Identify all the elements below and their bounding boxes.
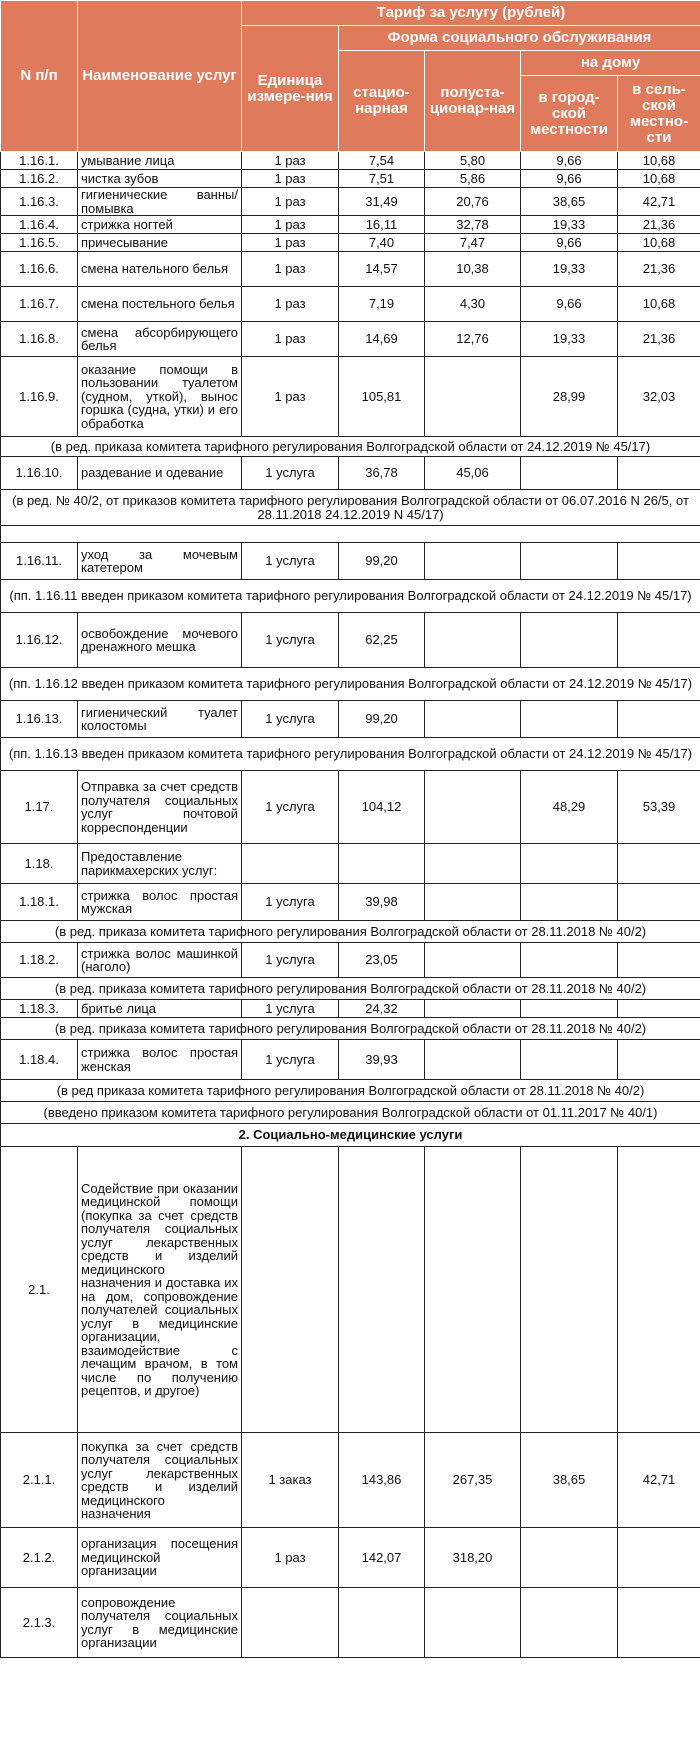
amendment-note-row [1, 490, 700, 526]
tariff-home-urban: 9,66 [521, 287, 618, 322]
tariff-stationary: 7,54 [339, 152, 425, 170]
service-name: бритье лица [78, 1000, 242, 1018]
col-header-urban: в город-ской местности [521, 76, 618, 152]
tariff-stationary: 23,05 [339, 943, 425, 978]
service-number: 2.1. [1, 1147, 78, 1433]
section-title: 2. Социально-медицинские услуги [1, 1124, 700, 1147]
tariff-home-rural [618, 943, 700, 978]
unit-of-measure: 1 услуга [242, 1000, 339, 1018]
tariff-semi-stationary [425, 1147, 521, 1433]
amendment-note-row [1, 526, 700, 543]
tariff-header: Тариф за услугу (рублей) [242, 1, 700, 26]
amendment-note-row [1, 1080, 700, 1102]
amendment-note [1, 526, 700, 543]
tariff-home-urban [521, 543, 618, 580]
tariff-home-urban: 38,65 [521, 1433, 618, 1528]
tariff-stationary: 36,78 [339, 457, 425, 490]
tariff-semi-stationary: 10,38 [425, 252, 521, 287]
tariff-semi-stationary: 5,80 [425, 152, 521, 170]
tariff-semi-stationary: 4,30 [425, 287, 521, 322]
table-row [1, 844, 700, 884]
tariff-home-rural: 42,71 [618, 188, 700, 216]
tariff-home-urban: 9,66 [521, 152, 618, 170]
service-number: 1.16.5. [1, 234, 78, 252]
table-row [1, 170, 700, 188]
tariff-semi-stationary: 318,20 [425, 1528, 521, 1588]
tariff-home-rural [618, 543, 700, 580]
tariff-semi-stationary [425, 884, 521, 921]
tariff-stationary: 105,81 [339, 357, 425, 437]
tariff-home-urban: 28,99 [521, 357, 618, 437]
unit-of-measure [242, 844, 339, 884]
service-number: 1.17. [1, 771, 78, 844]
tariff-home-rural: 42,71 [618, 1433, 700, 1528]
service-name: смена постельного белья [78, 287, 242, 322]
unit-of-measure: 1 раз [242, 188, 339, 216]
table-header [1, 1, 700, 152]
amendment-note-row [1, 580, 700, 613]
tariff-stationary: 14,57 [339, 252, 425, 287]
tariff-semi-stationary [425, 1000, 521, 1018]
tariff-home-urban [521, 1528, 618, 1588]
service-number: 1.16.8. [1, 322, 78, 357]
tariff-semi-stationary: 7,47 [425, 234, 521, 252]
tariff-semi-stationary [425, 1588, 521, 1658]
amendment-note-row [1, 921, 700, 943]
tariff-semi-stationary: 32,78 [425, 216, 521, 234]
service-number: 1.18.4. [1, 1040, 78, 1080]
unit-of-measure: 1 раз [242, 322, 339, 357]
tariff-home-rural [618, 1000, 700, 1018]
tariff-semi-stationary [425, 943, 521, 978]
unit-of-measure [242, 1147, 339, 1433]
unit-of-measure: 1 услуга [242, 943, 339, 978]
table-row [1, 1000, 700, 1018]
amendment-note: (в ред приказа комитета тарифного регулирования Волгоградской области от 28.11.2018 № 40/2) [1, 1080, 700, 1102]
amendment-note-row [1, 437, 700, 457]
amendment-note-row [1, 978, 700, 1000]
service-name: уход за мочевым катетером [78, 543, 242, 580]
tariff-semi-stationary: 267,35 [425, 1433, 521, 1528]
amendment-note: (пп. 1.16.12 введен приказом комитета тарифного регулирования Волгоградской области от 24.12.2019 № 45/17) [1, 668, 700, 701]
tariff-home-urban: 19,33 [521, 252, 618, 287]
amendment-note: (в ред. приказа комитета тарифного регулирования Волгоградской области от 28.11.2018 № 40/2) [1, 921, 700, 943]
unit-of-measure: 1 заказ [242, 1433, 339, 1528]
tariff-stationary: 62,25 [339, 613, 425, 668]
amendment-note: (пп. 1.16.11 введен приказом комитета тарифного регулирования Волгоградской области от 24.12.2019 № 45/17) [1, 580, 700, 613]
unit-of-measure: 1 раз [242, 234, 339, 252]
service-number: 1.16.13. [1, 701, 78, 738]
amendment-note-row [1, 1102, 700, 1124]
tariff-home-urban [521, 884, 618, 921]
unit-of-measure: 1 услуга [242, 457, 339, 490]
tariff-home-urban [521, 1040, 618, 1080]
tariff-home-urban: 48,29 [521, 771, 618, 844]
tariff-stationary: 7,40 [339, 234, 425, 252]
tariff-stationary: 24,32 [339, 1000, 425, 1018]
col-header-name: Наименование услуг [78, 1, 242, 152]
tariff-home-rural [618, 457, 700, 490]
table-row [1, 152, 700, 170]
service-number: 1.16.6. [1, 252, 78, 287]
tariff-semi-stationary [425, 357, 521, 437]
tariff-stationary: 143,86 [339, 1433, 425, 1528]
tariff-home-urban [521, 701, 618, 738]
tariff-semi-stationary [425, 771, 521, 844]
unit-of-measure: 1 раз [242, 1528, 339, 1588]
tariff-stationary: 99,20 [339, 543, 425, 580]
tariff-stationary: 16,11 [339, 216, 425, 234]
service-name: смена абсорбирующего белья [78, 322, 242, 357]
tariff-home-rural [618, 844, 700, 884]
tariff-home-urban [521, 457, 618, 490]
amendment-note-row [1, 1018, 700, 1040]
service-form-header: Форма социального обслуживания [339, 26, 700, 51]
tariff-home-urban: 38,65 [521, 188, 618, 216]
service-number: 1.16.11. [1, 543, 78, 580]
service-name: причесывание [78, 234, 242, 252]
service-number: 2.1.3. [1, 1588, 78, 1658]
home-header: на дому [521, 51, 700, 76]
tariff-home-rural: 10,68 [618, 287, 700, 322]
table-row [1, 943, 700, 978]
service-name: стрижка волос простая женская [78, 1040, 242, 1080]
amendment-note: (в ред. приказа комитета тарифного регулирования Волгоградской области от 28.11.2018 № 40/2) [1, 978, 700, 1000]
unit-of-measure: 1 раз [242, 170, 339, 188]
tariff-home-rural [618, 1147, 700, 1433]
unit-of-measure: 1 услуга [242, 701, 339, 738]
tariff-home-urban: 19,33 [521, 216, 618, 234]
service-name: стрижка волос машинкой (наголо) [78, 943, 242, 978]
tariff-home-rural: 10,68 [618, 152, 700, 170]
service-number: 1.16.7. [1, 287, 78, 322]
tariff-stationary: 39,98 [339, 884, 425, 921]
unit-of-measure: 1 услуга [242, 771, 339, 844]
service-name: Предоставление парикмахерских услуг: [78, 844, 242, 884]
tariff-stationary: 14,69 [339, 322, 425, 357]
service-number: 1.16.10. [1, 457, 78, 490]
table-row [1, 1040, 700, 1080]
table-row [1, 1147, 700, 1433]
tariff-home-rural [618, 701, 700, 738]
table-row [1, 771, 700, 844]
tariff-home-urban: 9,66 [521, 170, 618, 188]
service-name: смена нательного белья [78, 252, 242, 287]
table-row [1, 884, 700, 921]
service-number: 2.1.1. [1, 1433, 78, 1528]
tariff-stationary: 142,07 [339, 1528, 425, 1588]
service-name: оказание помощи в пользовании туалетом (судном, уткой), вынос горшка (судна, утки) и его обработка [78, 357, 242, 437]
tariff-stationary: 39,93 [339, 1040, 425, 1080]
tariff-semi-stationary [425, 543, 521, 580]
tariff-home-rural [618, 613, 700, 668]
service-number: 1.18.3. [1, 1000, 78, 1018]
table-row [1, 1528, 700, 1588]
tariff-home-rural: 21,36 [618, 216, 700, 234]
tariff-home-urban: 19,33 [521, 322, 618, 357]
service-name: гигиенический туалет колостомы [78, 701, 242, 738]
service-name: стрижка ногтей [78, 216, 242, 234]
section-heading-row [1, 1124, 700, 1147]
service-name: организация посещения медицинской организации [78, 1528, 242, 1588]
tariff-home-urban [521, 844, 618, 884]
tariff-semi-stationary: 20,76 [425, 188, 521, 216]
table-row [1, 701, 700, 738]
col-header-semi-stationary: полуста-ционар-ная [425, 51, 521, 152]
tariff-home-rural [618, 884, 700, 921]
table-row [1, 1588, 700, 1658]
amendment-note: (в ред. № 40/2, от приказов комитета тарифного регулирования Волгоградской области от 06.07.2016 N 26/5, от 28.11.2018 24.12.2019 N 45/17) [1, 490, 700, 526]
unit-of-measure: 1 услуга [242, 543, 339, 580]
service-name: гигиенические ванны/помывка [78, 188, 242, 216]
table-row [1, 252, 700, 287]
tariff-home-urban [521, 1588, 618, 1658]
table-row [1, 216, 700, 234]
unit-of-measure: 1 услуга [242, 884, 339, 921]
tariff-home-urban [521, 613, 618, 668]
table-row [1, 188, 700, 216]
tariff-home-rural: 10,68 [618, 234, 700, 252]
service-number: 1.16.1. [1, 152, 78, 170]
tariff-stationary: 99,20 [339, 701, 425, 738]
tariff-home-rural: 32,03 [618, 357, 700, 437]
tariff-home-urban: 9,66 [521, 234, 618, 252]
amendment-note: (пп. 1.16.13 введен приказом комитета тарифного регулирования Волгоградской области от 24.12.2019 № 45/17) [1, 738, 700, 771]
tariff-stationary: 7,19 [339, 287, 425, 322]
tariff-stationary [339, 1147, 425, 1433]
table-row [1, 287, 700, 322]
tariff-stationary [339, 1588, 425, 1658]
tariff-semi-stationary [425, 844, 521, 884]
service-name: сопровождение получателя социальных услуг в медицинские организации [78, 1588, 242, 1658]
tariff-semi-stationary: 5,86 [425, 170, 521, 188]
tariff-home-rural [618, 1588, 700, 1658]
service-name: Содействие при оказании медицинской помощи (покупка за счет средств получателя социальных услуг лекарственных средств и изделий медицинского назначения и доставка их на дом, сопровождение получателей социальных услуг в медицинские организации, взаимодействие с лечащим врачом, в том числе по получению рецептов, и другое) [78, 1147, 242, 1433]
unit-of-measure: 1 услуга [242, 1040, 339, 1080]
unit-of-measure: 1 услуга [242, 613, 339, 668]
unit-of-measure: 1 раз [242, 287, 339, 322]
service-name: покупка за счет средств получателя социальных услуг лекарственных средств и изделий медицинского назначения [78, 1433, 242, 1528]
tariff-stationary: 104,12 [339, 771, 425, 844]
service-name: освобождение мочевого дренажного мешка [78, 613, 242, 668]
table-row [1, 457, 700, 490]
amendment-note-row [1, 668, 700, 701]
tariff-home-urban [521, 943, 618, 978]
service-number: 1.16.4. [1, 216, 78, 234]
service-number: 1.16.2. [1, 170, 78, 188]
tariff-home-urban [521, 1000, 618, 1018]
service-number: 1.18. [1, 844, 78, 884]
table-body [1, 152, 700, 1658]
col-header-rural: в сель-ской местно-сти [618, 76, 700, 152]
col-header-stationary: стацио-нарная [339, 51, 425, 152]
amendment-note-row [1, 738, 700, 771]
tariff-home-rural: 21,36 [618, 322, 700, 357]
tariff-semi-stationary: 45,06 [425, 457, 521, 490]
tariff-semi-stationary [425, 613, 521, 668]
unit-of-measure: 1 раз [242, 252, 339, 287]
unit-of-measure [242, 1588, 339, 1658]
col-header-unit: Единица измере-ния [242, 26, 339, 152]
service-name: чистка зубов [78, 170, 242, 188]
table-row [1, 357, 700, 437]
tariff-semi-stationary: 12,76 [425, 322, 521, 357]
amendment-note: (в ред. приказа комитета тарифного регулирования Волгоградской области от 24.12.2019 № 45/17) [1, 437, 700, 457]
unit-of-measure: 1 раз [242, 216, 339, 234]
tariff-home-rural: 21,36 [618, 252, 700, 287]
tariff-home-urban [521, 1147, 618, 1433]
service-name: стрижка волос простая мужская [78, 884, 242, 921]
tariff-stationary: 7,51 [339, 170, 425, 188]
service-number: 1.18.1. [1, 884, 78, 921]
table-row [1, 1433, 700, 1528]
tariff-home-rural [618, 1040, 700, 1080]
unit-of-measure: 1 раз [242, 152, 339, 170]
tariff-home-rural: 53,39 [618, 771, 700, 844]
service-number: 1.16.12. [1, 613, 78, 668]
service-name: Отправка за счет средств получателя социальных услуг почтовой корреспонденции [78, 771, 242, 844]
tariff-home-rural: 10,68 [618, 170, 700, 188]
service-name: раздевание и одевание [78, 457, 242, 490]
table-row [1, 613, 700, 668]
tariff-semi-stationary [425, 1040, 521, 1080]
tariff-stationary [339, 844, 425, 884]
unit-of-measure: 1 раз [242, 357, 339, 437]
service-number: 1.18.2. [1, 943, 78, 978]
service-name: умывание лица [78, 152, 242, 170]
service-number: 2.1.2. [1, 1528, 78, 1588]
col-header-number: N п/п [1, 1, 78, 152]
tariff-stationary: 31,49 [339, 188, 425, 216]
table-row [1, 322, 700, 357]
service-number: 1.16.3. [1, 188, 78, 216]
service-number: 1.16.9. [1, 357, 78, 437]
tariff-semi-stationary [425, 701, 521, 738]
tariff-home-rural [618, 1528, 700, 1588]
amendment-note: (введено приказом комитета тарифного регулирования Волгоградской области от 01.11.2017 № 40/1) [1, 1102, 700, 1124]
table-row [1, 543, 700, 580]
amendment-note: (в ред. приказа комитета тарифного регулирования Волгоградской области от 28.11.2018 № 40/2) [1, 1018, 700, 1040]
table-row [1, 234, 700, 252]
